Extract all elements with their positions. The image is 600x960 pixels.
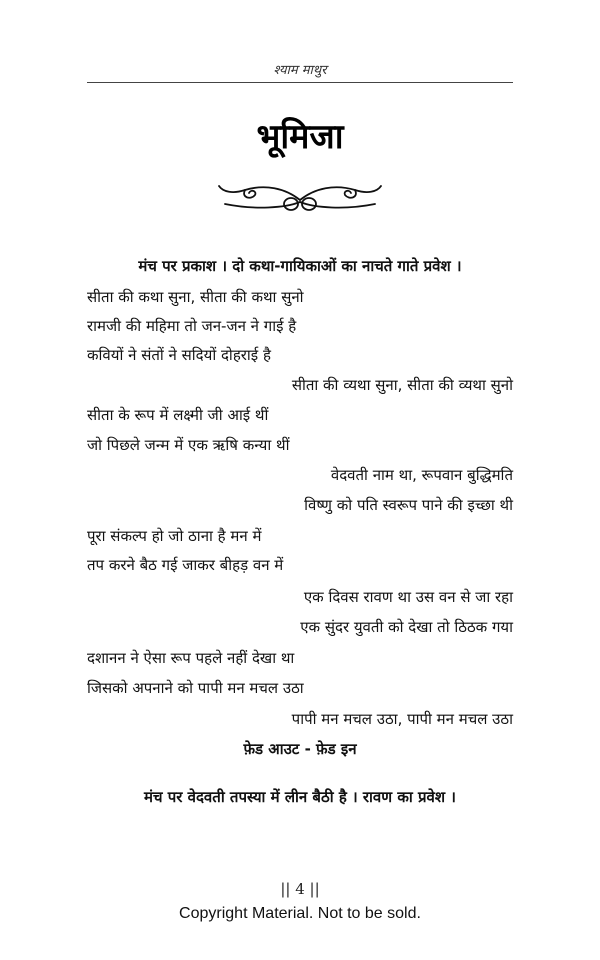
header-author: श्याम माथुर — [273, 63, 327, 78]
verse-line: रामजी की महिमा तो जन-जन ने गाई है — [87, 317, 297, 335]
stage-direction: मंच पर वेदवती तपस्या में लीन बैठी है । रावण का प्रवेश । — [144, 788, 456, 806]
verse-line: जिसको अपनाने को पापी मन मचल उठा — [87, 679, 304, 697]
header-divider — [87, 82, 513, 83]
copyright-notice: Copyright Material. Not to be sold. — [179, 905, 421, 922]
verse-line: तप करने बैठ गई जाकर बीहड़ वन में — [87, 556, 284, 574]
verse-line: एक सुंदर युवती को देखा तो ठिठक गया — [300, 618, 513, 636]
verse-line: एक दिवस रावण था उस वन से जा रहा — [303, 588, 513, 606]
verse-line: सीता की व्यथा सुना, सीता की व्यथा सुनो — [291, 376, 513, 394]
stage-direction: मंच पर प्रकाश । दो कथा-गायिकाओं का नाचते गाते प्रवेश । — [138, 257, 462, 275]
verse-line: कवियों ने संतों ने सदियों दोहराई है — [87, 346, 271, 364]
chapter-title: भूमिजा — [256, 117, 344, 157]
verse-line: पापी मन मचल उठा, पापी मन मचल उठा — [291, 710, 513, 728]
verse-line: विष्णु को पति स्वरूप पाने की इच्छा थी — [304, 496, 513, 514]
verse-line: सीता के रूप में लक्ष्मी जी आई थीं — [87, 406, 269, 424]
verse-line: सीता की कथा सुना, सीता की कथा सुनो — [87, 288, 304, 306]
verse-line: वेदवती नाम था, रूपवान बुद्धिमति — [330, 466, 513, 484]
stage-direction: फ़ेड आउट - फ़ेड इन — [243, 740, 357, 758]
verse-line: पूरा संकल्प हो जो ठाना है मन में — [87, 527, 262, 545]
page-number: || 4 || — [280, 880, 320, 898]
verse-line: दशानन ने ऐसा रूप पहले नहीं देखा था — [87, 649, 295, 667]
scroll-flourish-ornament-icon — [215, 178, 385, 216]
verse-line: जो पिछले जन्म में एक ऋषि कन्या थीं — [87, 436, 290, 454]
